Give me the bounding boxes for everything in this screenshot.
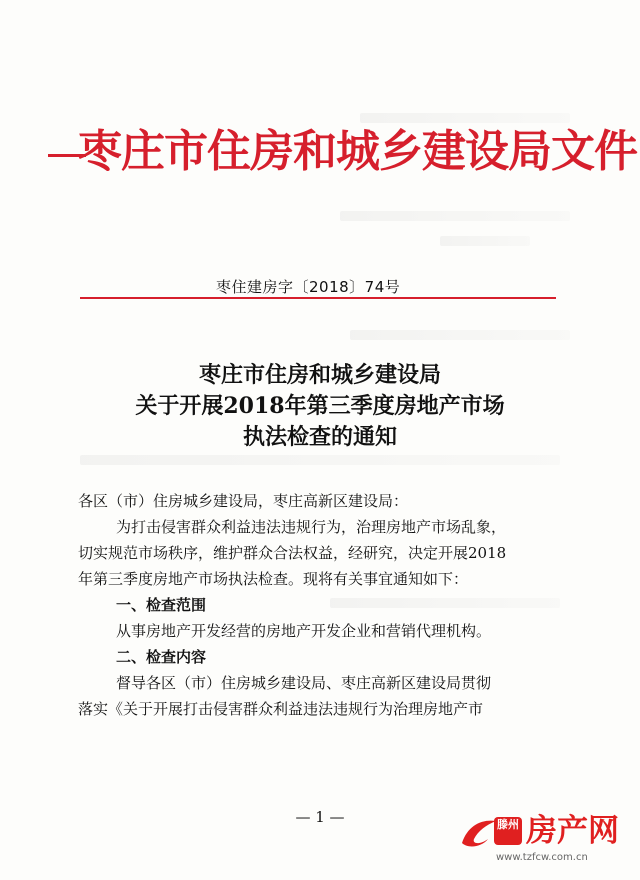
notice-title-line: 关于开展2018年第三季度房地产市场 bbox=[135, 393, 505, 419]
site-watermark bbox=[460, 812, 620, 872]
paragraph-line: 督导各区（市）住房城乡建设局、枣庄高新区建设局贯彻 bbox=[116, 674, 492, 692]
bleed-through-line bbox=[80, 455, 560, 465]
notice-body bbox=[78, 488, 568, 722]
notice-title bbox=[90, 360, 550, 453]
page-number: — 1 — bbox=[295, 808, 345, 826]
section-heading-content: 二、检查内容 bbox=[116, 648, 207, 666]
watermark-url: www.tzfcw.com.cn bbox=[496, 852, 588, 863]
document-number: 枣住建房字〔2018〕74号 bbox=[216, 278, 401, 296]
paragraph-line: 落实《关于开展打击侵害群众利益违法违规行为治理房地产市 bbox=[78, 700, 484, 718]
paragraph-line: 切实规范市场秩序，维护群众合法权益，经研究，决定开展2018 bbox=[78, 544, 507, 562]
watermark-site-name: 房产网 bbox=[526, 813, 619, 849]
watermark-city-badge: 滕州 bbox=[494, 817, 522, 845]
paragraph-line: 年第三季度房地产市场执法检查。现将有关事宜通知如下： bbox=[78, 570, 469, 588]
header-red-rule bbox=[80, 297, 556, 299]
bleed-through-line bbox=[350, 330, 570, 340]
bleed-through-line bbox=[440, 236, 530, 246]
section-text-scope: 从事房地产开发经营的房地产开发企业和营销代理机构。 bbox=[116, 622, 492, 640]
section-heading-scope: 一、检查范围 bbox=[116, 596, 207, 614]
paragraph-line: 为打击侵害群众利益违法违规行为，治理房地产市场乱象， bbox=[116, 518, 507, 536]
bleed-through-line bbox=[340, 211, 570, 221]
notice-title-line: 执法检查的通知 bbox=[242, 424, 397, 450]
issuer-header-title: 枣庄市住房和城乡建设局文件 bbox=[78, 126, 637, 177]
notice-title-line: 枣庄市住房和城乡建设局 bbox=[198, 362, 441, 388]
addressee-line: 各区（市）住房城乡建设局，枣庄高新区建设局： bbox=[78, 492, 409, 510]
